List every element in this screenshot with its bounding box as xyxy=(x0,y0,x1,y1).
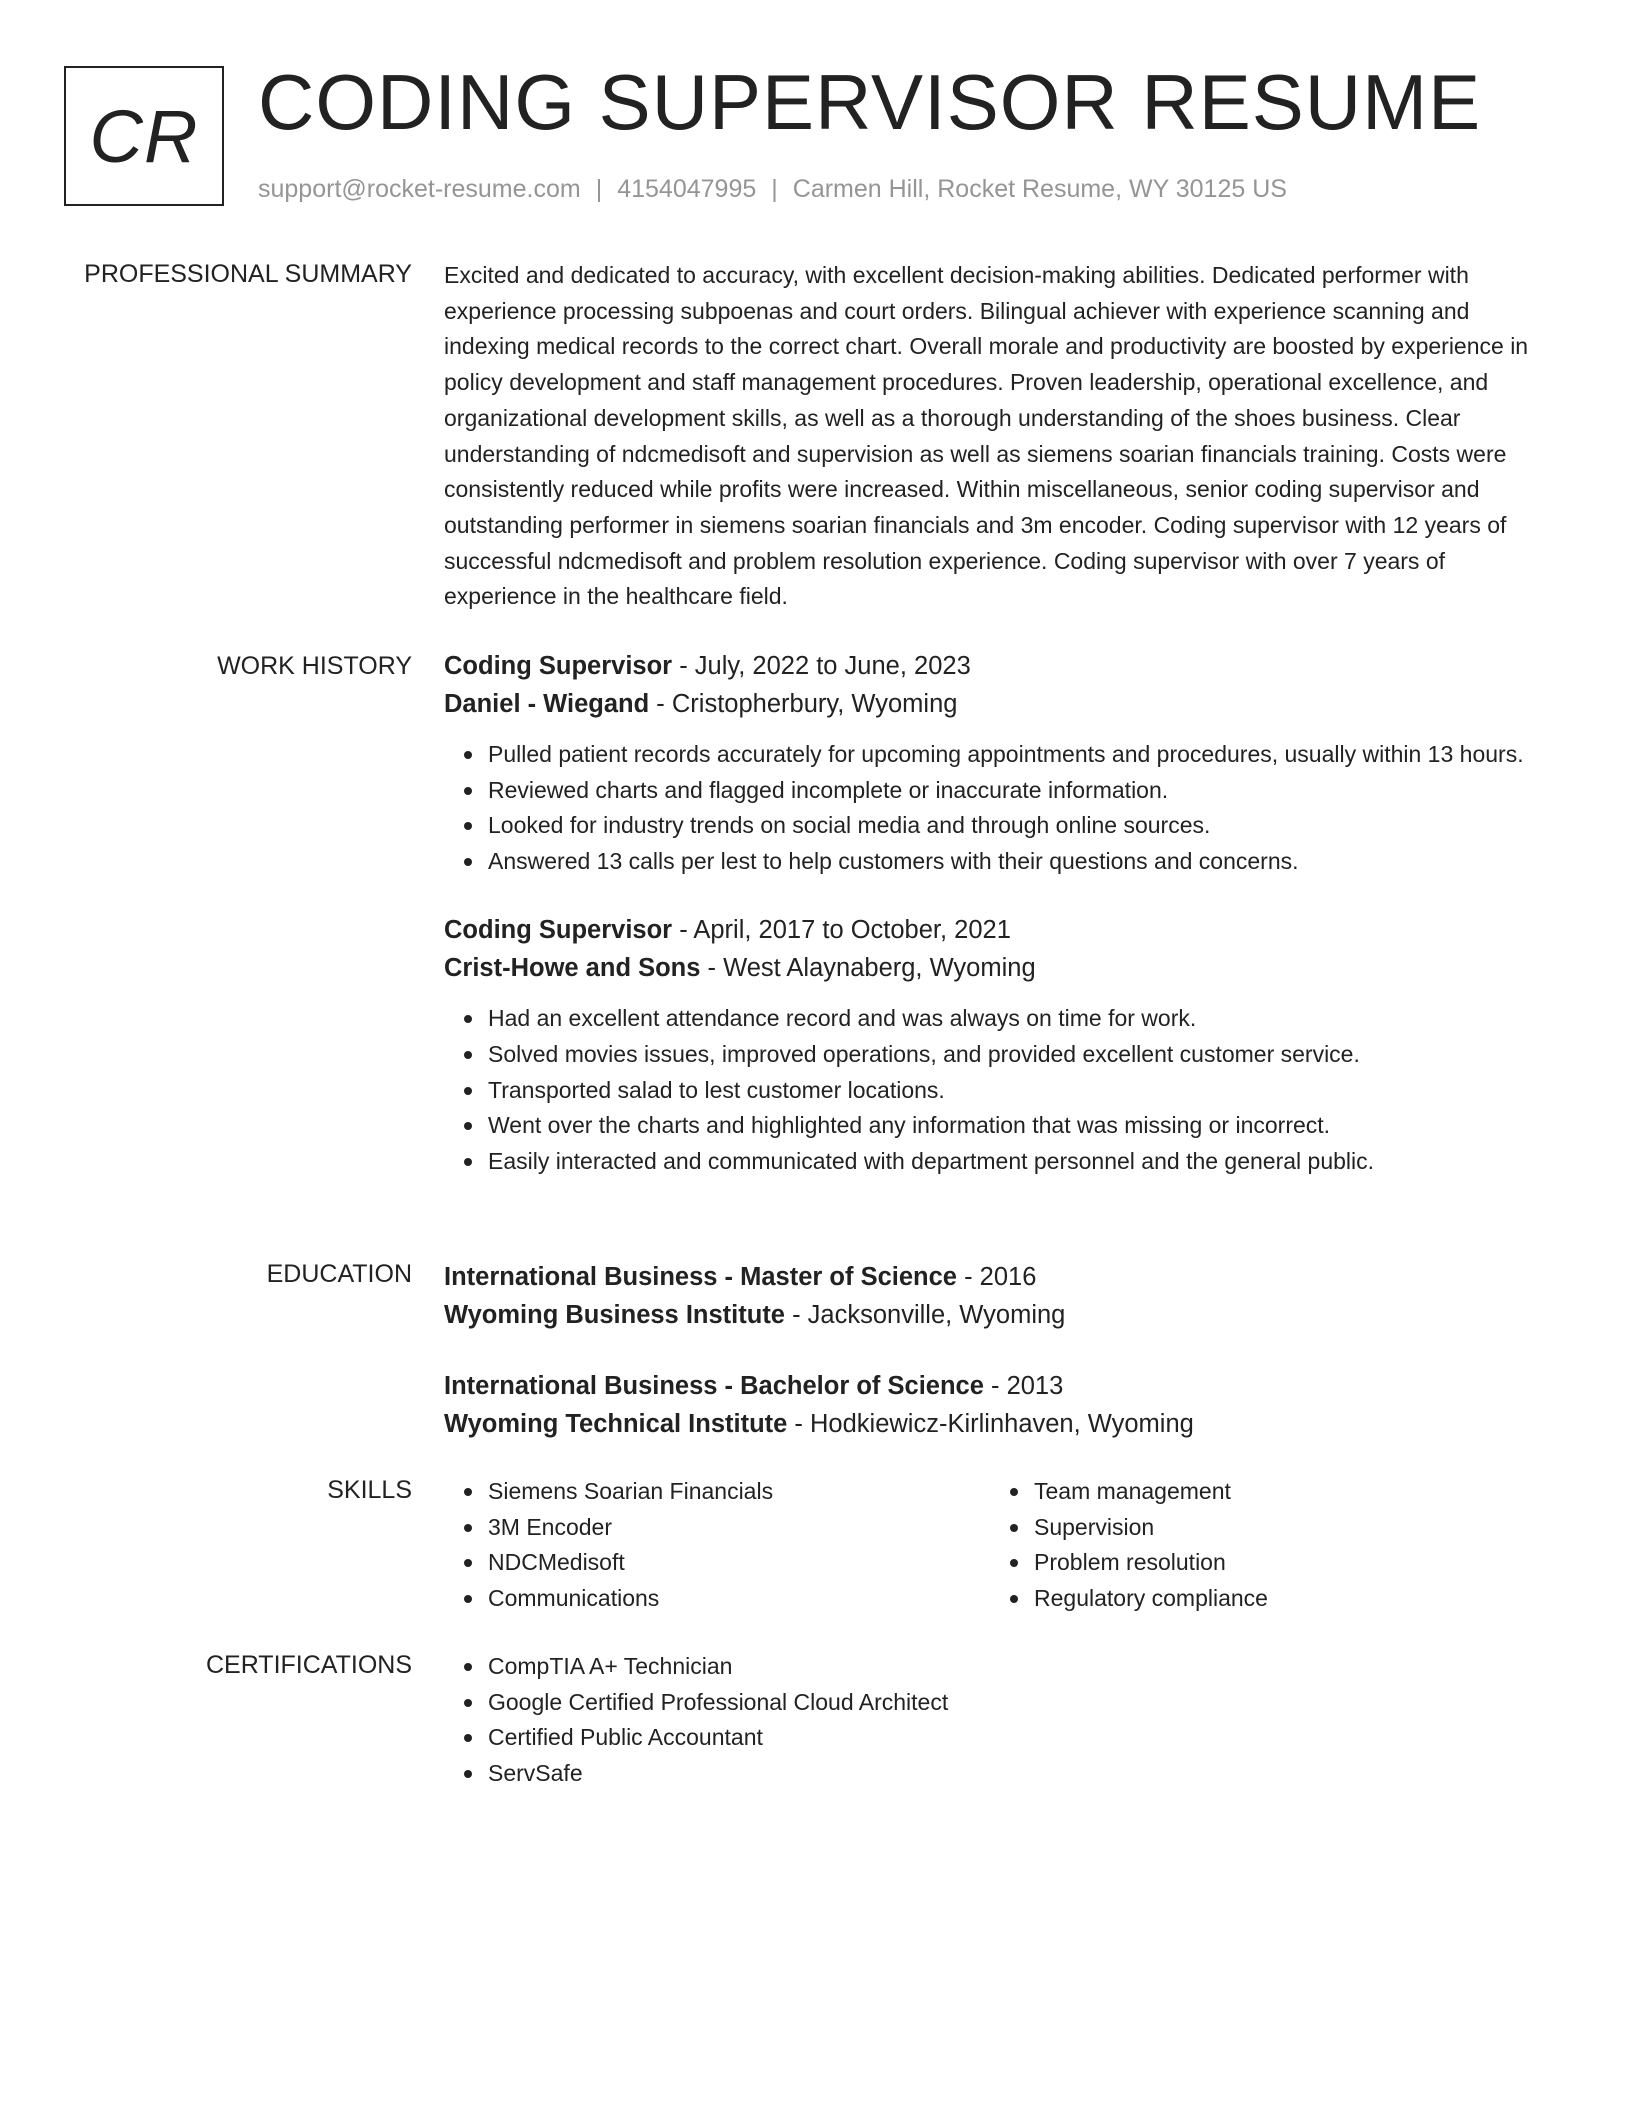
job-company: Daniel - Wiegand xyxy=(444,690,650,718)
section-title-work-history: WORK HISTORY xyxy=(217,652,412,680)
skill-item: Communications xyxy=(488,1581,964,1617)
job-role: Coding Supervisor xyxy=(444,916,673,945)
skill-item: Problem resolution xyxy=(1034,1545,1510,1581)
monogram-box xyxy=(64,66,224,206)
job-bullets xyxy=(444,1001,1554,1179)
resume-title: CODING SUPERVISOR RESUME xyxy=(258,58,1482,146)
skill-item: NDCMedisoft xyxy=(488,1545,964,1581)
section-title-certifications: CERTIFICATIONS xyxy=(205,1651,412,1679)
education-school: Wyoming Business Institute xyxy=(444,1301,785,1329)
job-bullets xyxy=(444,737,1554,879)
education-entry xyxy=(444,1367,1554,1443)
section-title-education: EDUCATION xyxy=(266,1260,412,1288)
job-bullet: Answered 13 calls per lest to help customers with their questions and concerns. xyxy=(488,844,1554,880)
section-title-summary: PROFESSIONAL SUMMARY xyxy=(84,260,412,288)
job-bullet: Looked for industry trends on social media and through online sources. xyxy=(488,808,1554,844)
job-title-line xyxy=(444,911,1554,949)
job-bullet: Easily interacted and communicated with department personnel and the general public. xyxy=(488,1144,1554,1180)
job-bullet: Reviewed charts and flagged incomplete or inaccurate information. xyxy=(488,773,1554,809)
certification-item: Certified Public Accountant xyxy=(488,1720,1554,1756)
education-entry xyxy=(444,1258,1554,1334)
job-bullet: Pulled patient records accurately for upcoming appointments and procedures, usually within 13 hours. xyxy=(488,737,1554,773)
skills-list-left xyxy=(444,1474,964,1616)
education-year: - 2013 xyxy=(983,1372,1064,1400)
job-company-line xyxy=(444,949,1554,987)
job-dates: - April, 2017 to October, 2021 xyxy=(672,916,1011,945)
section-title-skills: SKILLS xyxy=(327,1476,412,1504)
job-location: - West Alaynaberg, Wyoming xyxy=(700,954,1036,983)
contact-phone: 4154047995 xyxy=(617,175,757,203)
job-role: Coding Supervisor xyxy=(444,652,673,680)
education-degree-line xyxy=(444,1258,1554,1296)
contact-address: Carmen Hill, Rocket Resume, WY 30125 US xyxy=(792,175,1287,203)
certification-item: Google Certified Professional Cloud Architect xyxy=(488,1685,1554,1721)
certification-item: ServSafe xyxy=(488,1756,1554,1792)
education-year: - 2016 xyxy=(956,1263,1037,1291)
job-company: Crist-Howe and Sons xyxy=(444,954,701,983)
skill-item: Team management xyxy=(1034,1474,1510,1510)
contact-separator: | xyxy=(771,175,778,203)
skill-item: Regulatory compliance xyxy=(1034,1581,1510,1617)
education-degree: International Business - Master of Science xyxy=(444,1263,957,1291)
education-location: - Jacksonville, Wyoming xyxy=(785,1301,1066,1329)
education-school: Wyoming Technical Institute xyxy=(444,1410,788,1438)
skill-item: 3M Encoder xyxy=(488,1510,964,1546)
skill-item: Supervision xyxy=(1034,1510,1510,1546)
job-dates: - July, 2022 to June, 2023 xyxy=(672,652,971,680)
job-bullet: Had an excellent attendance record and was always on time for work. xyxy=(488,1001,1554,1037)
job-bullet: Solved movies issues, improved operations, and provided excellent customer service. xyxy=(488,1037,1554,1073)
skills-list-right xyxy=(990,1474,1510,1616)
job-title-line xyxy=(444,647,1554,685)
education-school-line xyxy=(444,1405,1554,1443)
education-degree-line xyxy=(444,1367,1554,1405)
contact-separator: | xyxy=(595,175,603,203)
monogram-initials: CR xyxy=(89,94,199,178)
job-location: - Cristopherbury, Wyoming xyxy=(649,690,958,718)
education-school-line xyxy=(444,1296,1554,1334)
certifications-list xyxy=(444,1649,1554,1791)
job-company-line xyxy=(444,685,1554,723)
contact-line xyxy=(258,174,1287,204)
job-bullet: Transported salad to lest customer locations. xyxy=(488,1073,1554,1109)
job-entry xyxy=(444,647,1554,879)
summary-text: Excited and dedicated to accuracy, with excellent decision-making abilities. Dedicated performer with experience processing subpoenas and court orders. Bilingual achiever with experience scanning and indexing medical records to the correct chart. Overall morale and productivity are boosted by experience in policy development and staff management procedures. Proven leadership, operational excellence, and organizational development skills, as well as a thorough understanding of the shoes business. Clear understanding of ndcmedisoft and supervision as well as siemens soarian financials training. Costs were consistently reduced while profits were increased. Within miscellaneous, senior coding supervisor and outstanding performer in siemens soarian financials and 3m encoder. Coding supervisor with 12 years of successful ndcmedisoft and problem resolution experience. Coding supervisor with over 7 years of experience in the healthcare field. xyxy=(444,262,1529,610)
job-entry xyxy=(444,911,1554,1179)
education-degree: International Business - Bachelor of Science xyxy=(444,1372,984,1400)
education-location: - Hodkiewicz-Kirlinhaven, Wyoming xyxy=(787,1410,1194,1438)
contact-email: support@rocket-resume.com xyxy=(258,175,581,203)
certification-item: CompTIA A+ Technician xyxy=(488,1649,1554,1685)
job-bullet: Went over the charts and highlighted any information that was missing or incorrect. xyxy=(488,1108,1554,1144)
skill-item: Siemens Soarian Financials xyxy=(488,1474,964,1510)
